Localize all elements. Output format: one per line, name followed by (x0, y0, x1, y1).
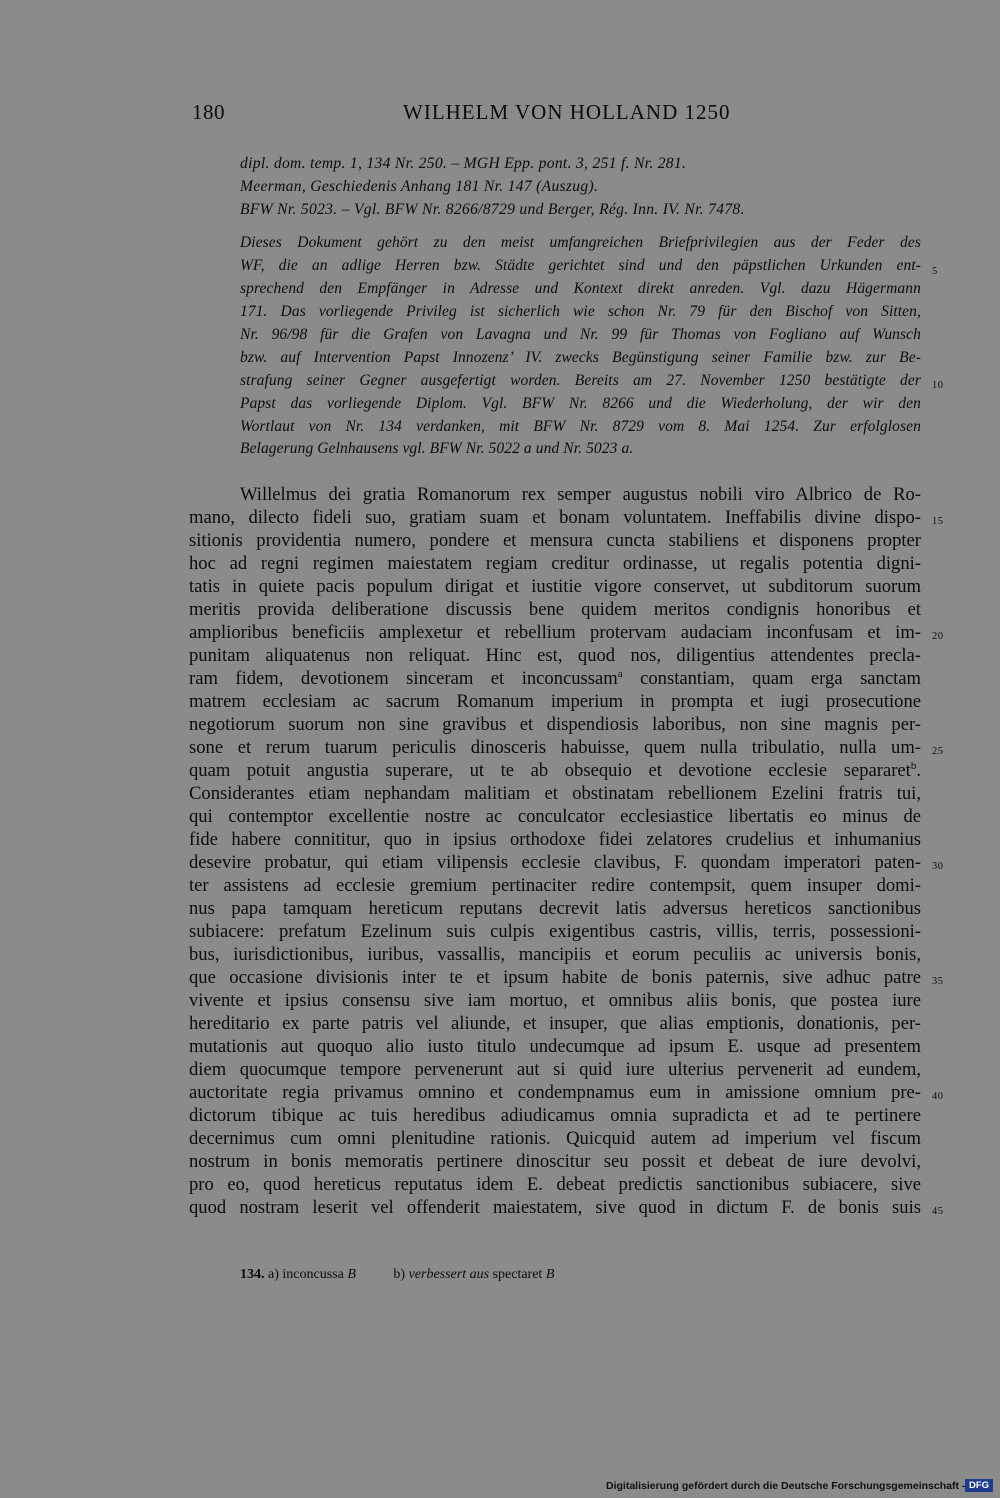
text-line: matrem ecclesiam ac sacrum Romanum imperium in prompta et iugi prosecutione (189, 691, 921, 712)
dfg-logo: DFG (965, 1479, 993, 1492)
commentary-line: bzw. auf Intervention Papst Innozenz’ IV. zwecks Begünstigung seiner Familie bzw. zur Be- (240, 349, 921, 366)
text-line: negotiorum suorum non sine gravibus et dispendiosis laboribus, non sine magnis per- (189, 714, 921, 735)
bibliography-line: Meerman, Geschiedenis Anhang 181 Nr. 147 (Auszug). (240, 178, 599, 195)
text-segment: constantiam, quam erga sanctam (622, 668, 921, 689)
text-line: sone et rerum tuarum periculis dinosceris habuisse, quem nulla tribulatio, nulla um- (189, 737, 921, 758)
text-line: ter assistens ad ecclesie gremium pertinaciter redire contempsit, quem insuper domi- (189, 875, 921, 896)
text-line: subiacere: prefatum Ezelinum suis culpis exigentibus castris, villis, terris, possessioni- (189, 921, 921, 942)
page-number: 180 (192, 100, 225, 124)
text-segment: ram fidem, devotionem sinceram et inconcussam (189, 668, 618, 689)
line-number: 20 (932, 631, 944, 642)
bibliography-line: dipl. dom. temp. 1, 134 Nr. 250. – MGH Epp. pont. 3, 251 f. Nr. 281. (240, 155, 687, 172)
line-number: 10 (932, 380, 944, 391)
text-line: bus, iurisdictionibus, iuribus, vassallis, mancipiis et eorum peculiis ac universis bonis, (189, 944, 921, 965)
text-segment: quam potuit angustia superare, ut te ab obsequio et devotione ecclesie separaret (189, 760, 911, 781)
commentary-line: WF, die an adlige Herren bzw. Städte gerichtet sind und den päpstlichen Urkunden ent- (240, 257, 921, 274)
text-line: mutationis aut quoquo alio iusto titulo undecumque ad ipsum E. usque ad presentem (189, 1036, 921, 1057)
footnote-a-siglum: B (347, 1267, 356, 1282)
text-line: mano, dilecto fideli suo, gratiam suam et bonam voluntatem. Ineffabilis divine dispo- (189, 507, 921, 528)
text-line: tatis in quiete pacis populum dirigat et iustitie vigore conservet, ut subditorum suorum (189, 576, 921, 597)
commentary-line: Dieses Dokument gehört zu den meist umfangreichen Briefprivilegien aus der Feder des (240, 234, 921, 251)
text-line: decernimus cum omni plenitudine rationis. Quicquid autem ad imperium vel fiscum (189, 1128, 921, 1149)
footnote-marker-b: b (910, 759, 917, 772)
footnote-a-label: a) (268, 1267, 279, 1282)
text-line: diem quocumque tempore pervenerunt aut si quid iure ulterius pervenerit ad eundem, (189, 1059, 921, 1080)
text-line: Willelmus dei gratia Romanorum rex semper augustus nobili viro Albrico de Ro- (240, 484, 921, 505)
footnote-b-siglum: B (545, 1267, 555, 1282)
text-line: vivente et ipsius consensu sive iam mortuo, et omnibus aliis bonis, que postea iure (189, 990, 921, 1011)
text-line: hereditario ex parte patris vel aliunde, et insuper, que alias emptionis, donationis, per- (189, 1013, 921, 1034)
commentary-line: Wortlaut von Nr. 134 verdanken, mit BFW Nr. 8729 vom 8. Mai 1254. Zur erfolglosen (240, 418, 921, 435)
line-number: 30 (932, 861, 944, 872)
running-title: WILHELM VON HOLLAND 1250 (403, 100, 731, 124)
line-number: 40 (932, 1091, 944, 1102)
text-line: punitam aliquatenus non reliquat. Hinc est, quod nos, diligentius attendentes precla- (189, 645, 921, 666)
text-line: amplioribus beneficiis amplexetur et rebellium protervam audaciam inconfusam et im- (189, 622, 921, 643)
text-line: quod nostram leserit vel offenderit maiestatem, sive quod in dictum F. de bonis suis (189, 1197, 921, 1218)
text-line: auctoritate regia privamus omnino et condempnamus eum in amissione omnium pre- (189, 1082, 921, 1103)
document-number: 134. (240, 1267, 265, 1282)
footnote-b-label: b) (393, 1267, 406, 1282)
text-line: Considerantes etiam nephandam malitiam et obstinatam rebellionem Ezelini fratris tui, (189, 783, 921, 804)
text-line: nostrum in bonis memoratis pertinere dinoscitur seu possit et debeat de iure devolvi, (189, 1151, 921, 1172)
text-line: pro eo, quod hereticus reputatus idem E. debeat predictis sanctionibus subiacere, sive (189, 1174, 921, 1195)
text-line: desevire probatur, qui etiam vilipensis ecclesie clavibus, F. quondam imperatori paten- (189, 852, 921, 873)
text-line: fide habere connititur, quo in ipsius orthodoxe fidei zelatores crudelius et inhumanius (189, 829, 921, 850)
footnote-b-comment: verbessert aus (408, 1267, 490, 1282)
line-number: 25 (932, 746, 944, 757)
commentary-line: Papst das vorliegende Diplom. Vgl. BFW Nr. 8266 und die Wiederholung, der wir den (240, 395, 921, 412)
commentary-line: Belagerung Gelnhausens vgl. BFW Nr. 5022 a und Nr. 5023 a. (240, 440, 634, 457)
line-number: 5 (932, 266, 938, 277)
footnote-a-text: inconcussa (282, 1267, 344, 1282)
commentary-line: strafung seiner Gegner ausgefertigt worden. Bereits am 27. November 1250 bestätigte der (240, 372, 921, 389)
line-number: 15 (932, 516, 944, 527)
text-line: sitionis providentia numero, pondere et mensura cuncta stabiliens et disponens propter (189, 530, 921, 551)
text-line (189, 668, 921, 690)
text-segment: . (916, 760, 921, 781)
footnote-marker-a: a (617, 667, 623, 680)
commentary-line: 171. Das vorliegende Privileg ist sicherlich wie schon Nr. 79 für den Bischof von Sitten, (240, 303, 921, 320)
text-line: nus papa tamquam hereticum reputans decrevit latis adversus hereticos sanctionibus (189, 898, 921, 919)
critical-apparatus (240, 1267, 554, 1283)
text-line: meritis provida deliberatione discussis bene quidem meritos condignis honoribus et (189, 599, 921, 620)
text-line: que occasione divisionis inter te et ipsum habite de bonis paternis, sive adhuc patre (189, 967, 921, 988)
text-line: qui contemptor excellentie nostre ac conculcator ecclesiastice libertatis eo minus de (189, 806, 921, 827)
line-number: 45 (932, 1206, 944, 1217)
digitization-credit: Digitalisierung gefördert durch die Deutsche Forschungsgemeinschaft - (606, 1480, 966, 1492)
commentary-line: Nr. 96/98 für die Grafen von Lavagna und Nr. 99 für Thomas von Fogliano auf Wunsch (240, 326, 921, 343)
footnote-b-text: spectaret (492, 1267, 543, 1282)
bibliography-line: BFW Nr. 5023. – Vgl. BFW Nr. 8266/8729 und Berger, Rég. Inn. IV. Nr. 7478. (240, 201, 745, 218)
text-line: hoc ad regni regimen maiestatem regiam creditur ordinasse, ut regalis potentia digni- (189, 553, 921, 574)
line-number: 35 (932, 976, 944, 987)
commentary-line: sprechend den Empfänger in Adresse und Kontext direkt anreden. Vgl. dazu Hägermann (240, 280, 921, 297)
text-line: dictorum tibique ac tuis heredibus adiudicamus omnia supradicta et ad te pertinere (189, 1105, 921, 1126)
text-line (189, 760, 921, 782)
